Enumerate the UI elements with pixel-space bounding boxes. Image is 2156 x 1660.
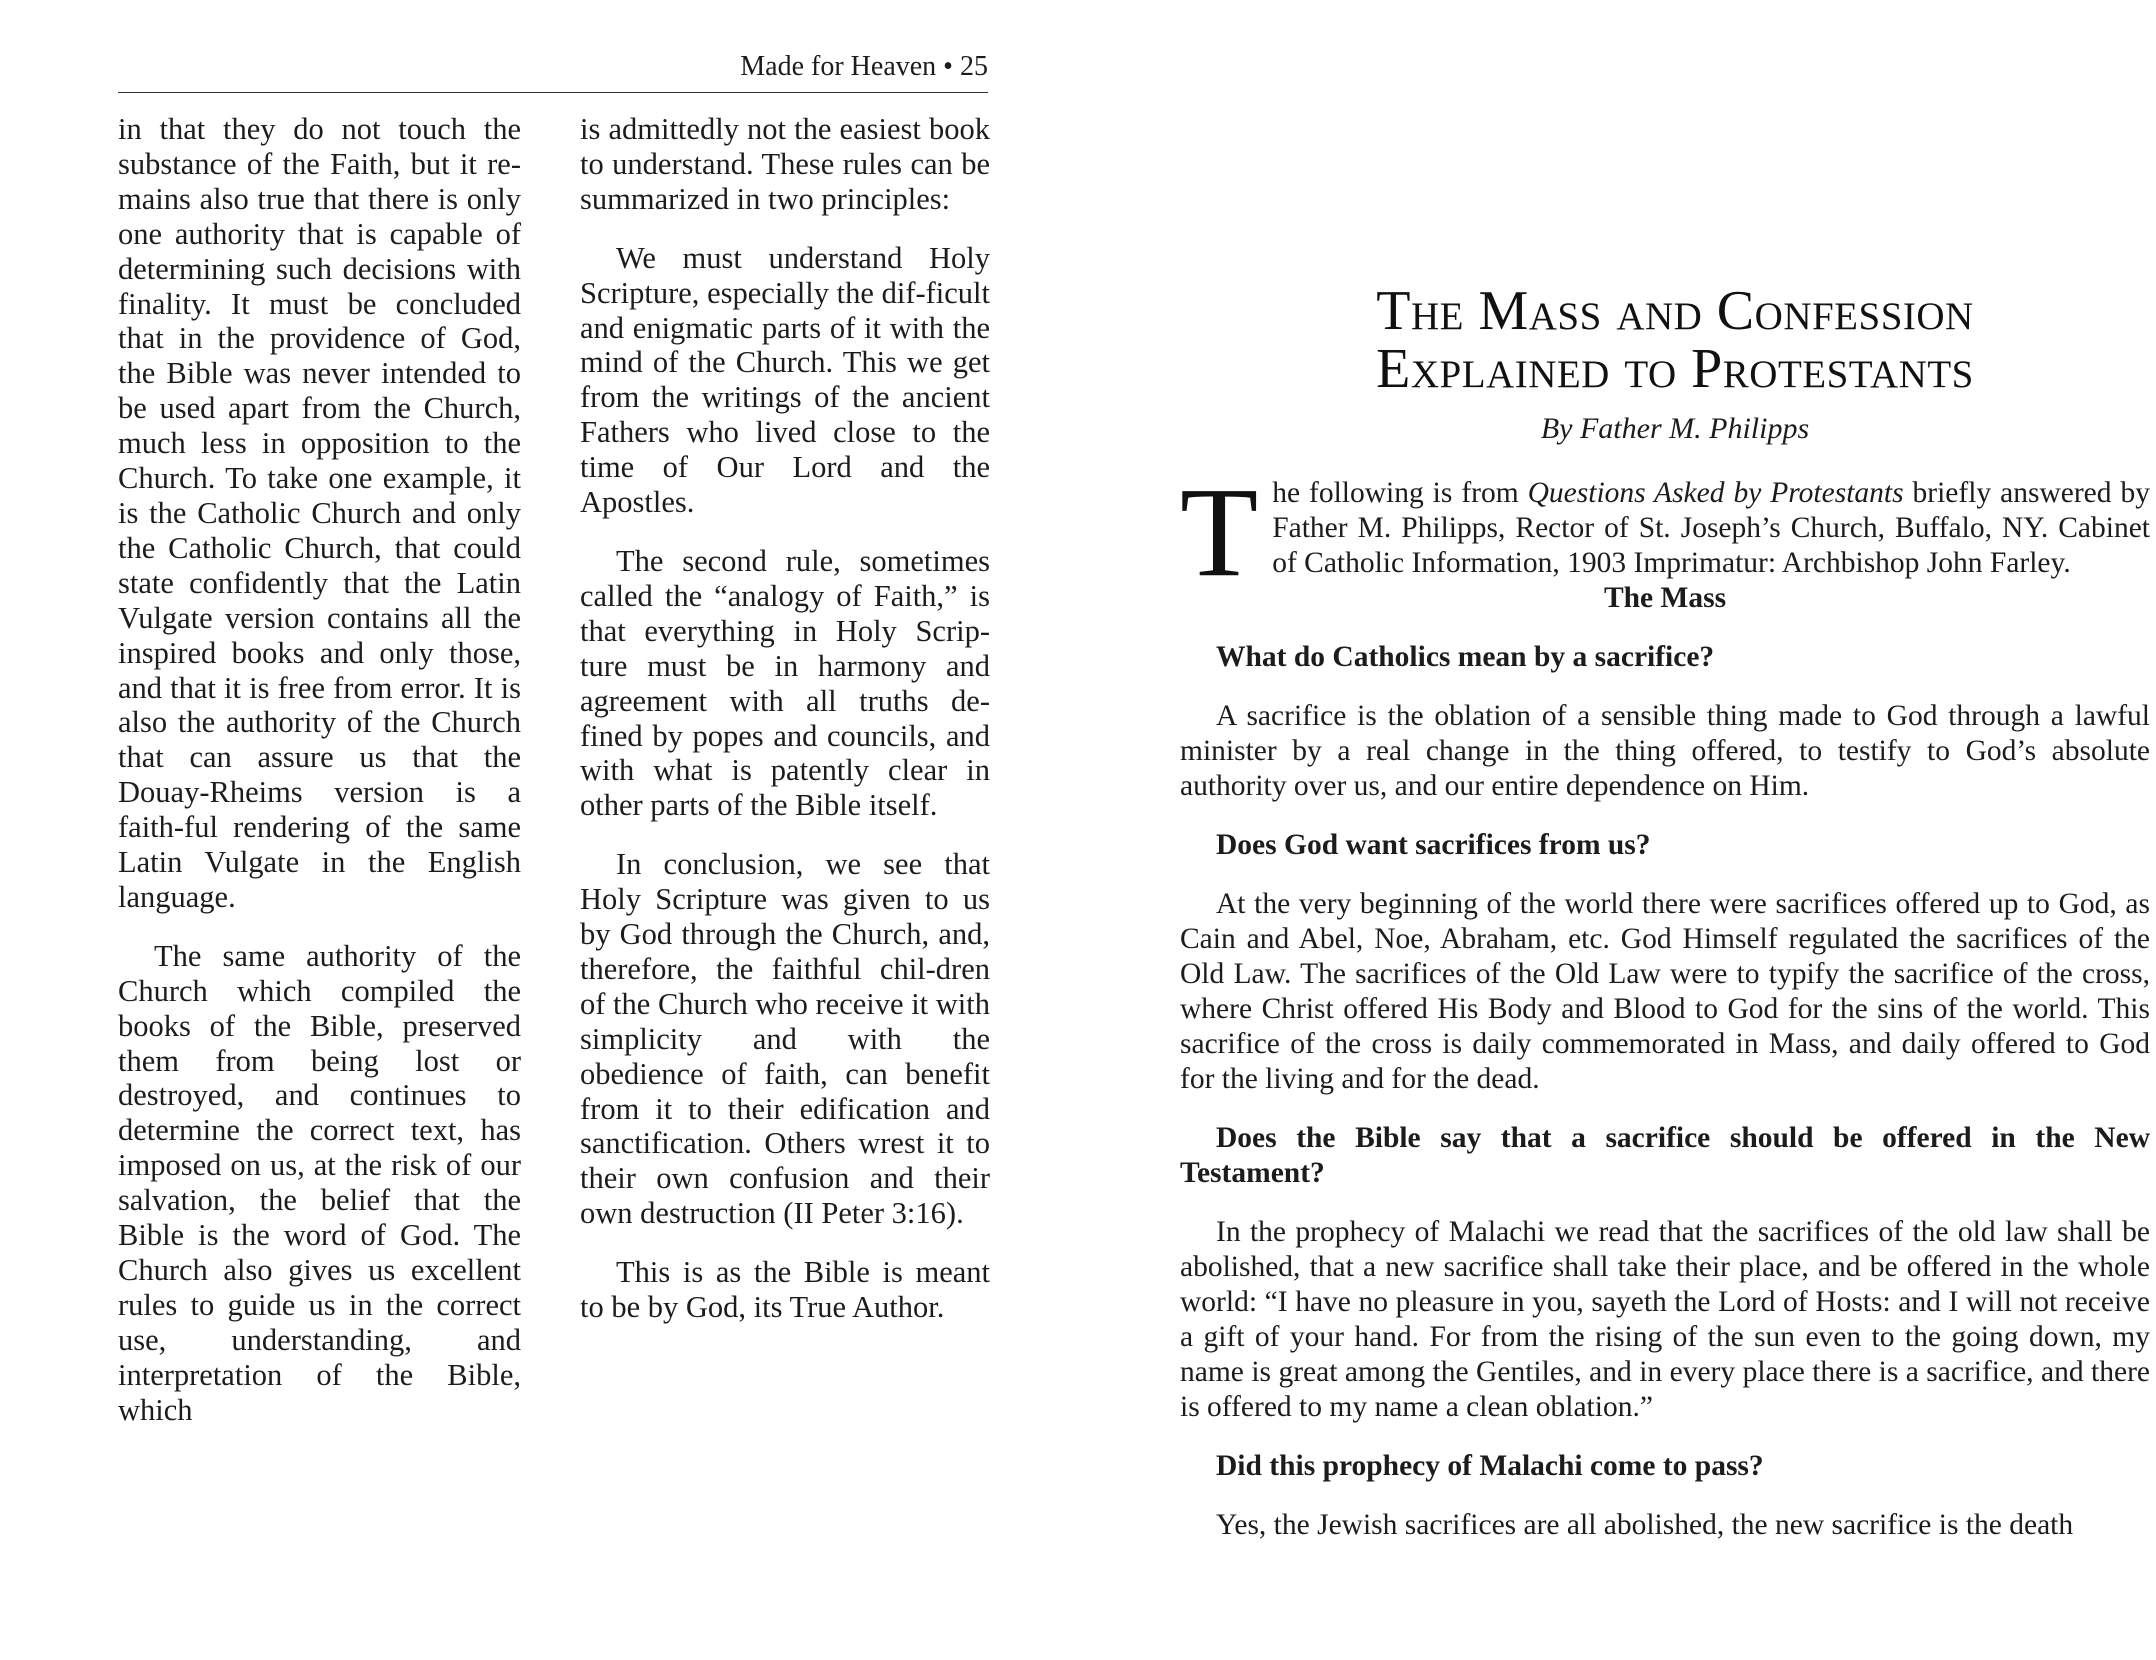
byline: By Father M. Philipps <box>1540 412 1810 445</box>
intro-text-2: briefly answered by Father M. Philipps, Rector of St. Joseph’s Church, Buffalo, NY. Cabinet of Catholic Information, 1903 Imprimatur: Archbishop John Farley. <box>1272 477 2150 579</box>
left-column <box>118 112 521 1428</box>
paragraph: This is as the Bible is meant to be by God, its True Author. <box>580 1255 990 1325</box>
section-heading: The Mass <box>1603 582 1727 614</box>
right-column <box>580 112 990 1325</box>
answer: Yes, the Jewish sacrifices are all abolished, the new sacrifice is the death <box>1216 1509 2074 1541</box>
answer: In the prophecy of Malachi we read that the sacrifices of the old law shall be abolished, that a new sacrifice shall take their place, and be offered in the whole world: “I have no pleasure in you, sayeth the Lord of Hosts: and I will not receive a gift of your hand. For from the rising of the sun even to the going down, my name is great among the Gentiles, and in every place there is a sacrifice, and there is offered to my name a clean oblation.” <box>1180 1216 2150 1423</box>
answer: At the very beginning of the world there were sacrifices offered up to God, as Cain and Abel, Noe, Abraham, etc. God Himself regulated the sacrifices of the Old Law. The sacrifices of the Old Law were to typify the sacrifice of the cross, where Christ offered His Body and Blood to God for the sins of the world. This sacrifice of the cross is daily commemorated in Mass, and daily offered to God for the living and for the dead. <box>1180 888 2150 1095</box>
article-title <box>1170 282 2156 398</box>
question: Did this prophecy of Malachi come to pass? <box>1216 1450 1764 1482</box>
paragraph: in that they do not touch the substance of the Faith, but it re-mains also true that there is only one authority that is capable of determining such decisions with finality. It must be concluded that in the providence of God, the Bible was never intended to be used apart from the Church, much less in opposition to the Church. To take one example, it is the Catholic Church and only the Catholic Church, that could state confidently that the Latin Vulgate version contains all the inspired books and only those, and that it is free from error. It is also the authority of the Church that can assure us that the Douay-Rheims version is a faith-ful rendering of the same Latin Vulgate in the English language. <box>118 112 521 914</box>
answer: A sacrifice is the oblation of a sensible thing made to God through a lawful minister by a real change in the thing offered, to testify to God’s absolute authority over us, and our entire dependence on Him. <box>1180 700 2150 802</box>
title-line-1: The Mass and Confession <box>1376 280 1974 342</box>
paragraph: The second rule, sometimes called the “analogy of Faith,” is that everything in Holy Scrip-ture must be in harmony and agreement with all truths de-fined by popes and councils, and with what is patently clear in other parts of the Bible itself. <box>580 543 990 823</box>
article-body <box>1180 461 2150 1543</box>
title-line-2: Explained to Protestants <box>1376 338 1974 400</box>
paragraph: The same authority of the Church which compiled the books of the Bible, preserved them from being lost or destroyed, and continues to determine the correct text, has imposed on us, at the risk of our salvation, the belief that the Bible is the word of God. The Church also gives us excellent rules to guide us in the correct use, understanding, and interpretation of the Bible, which <box>118 938 521 1427</box>
paragraph: is admittedly not the easiest book to understand. These rules can be summarized in two principles: <box>580 112 990 216</box>
right-page <box>1078 0 2156 1660</box>
running-header-title: Made for Heaven • 25 <box>740 51 988 82</box>
question: What do Catholics mean by a sacrifice? <box>1216 641 1715 673</box>
running-header <box>118 52 988 93</box>
question: Does the Bible say that a sacrifice should be offered in the New Testament? <box>1180 1122 2150 1189</box>
paragraph: In conclusion, we see that Holy Scripture was given to us by God through the Church, and, therefore, the faithful chil-dren of the Church who receive it with simplicity and with the obedience of faith, can benefit from it to their edification and sanctification. Others wrest it to their own confusion and their own destruction (II Peter 3:16). <box>580 847 990 1231</box>
drop-cap: T <box>1180 461 1259 603</box>
source-title: Questions Asked by Protestants <box>1527 477 1904 509</box>
intro-text-1: he following is from <box>1272 477 1528 509</box>
question: Does God want sacrifices from us? <box>1216 829 1651 861</box>
paragraph: We must understand Holy Scripture, especially the dif-ficult and enigmatic parts of it with the mind of the Church. This we get from the writings of the ancient Fathers who lived close to the time of Our Lord and the Apostles. <box>580 240 990 520</box>
